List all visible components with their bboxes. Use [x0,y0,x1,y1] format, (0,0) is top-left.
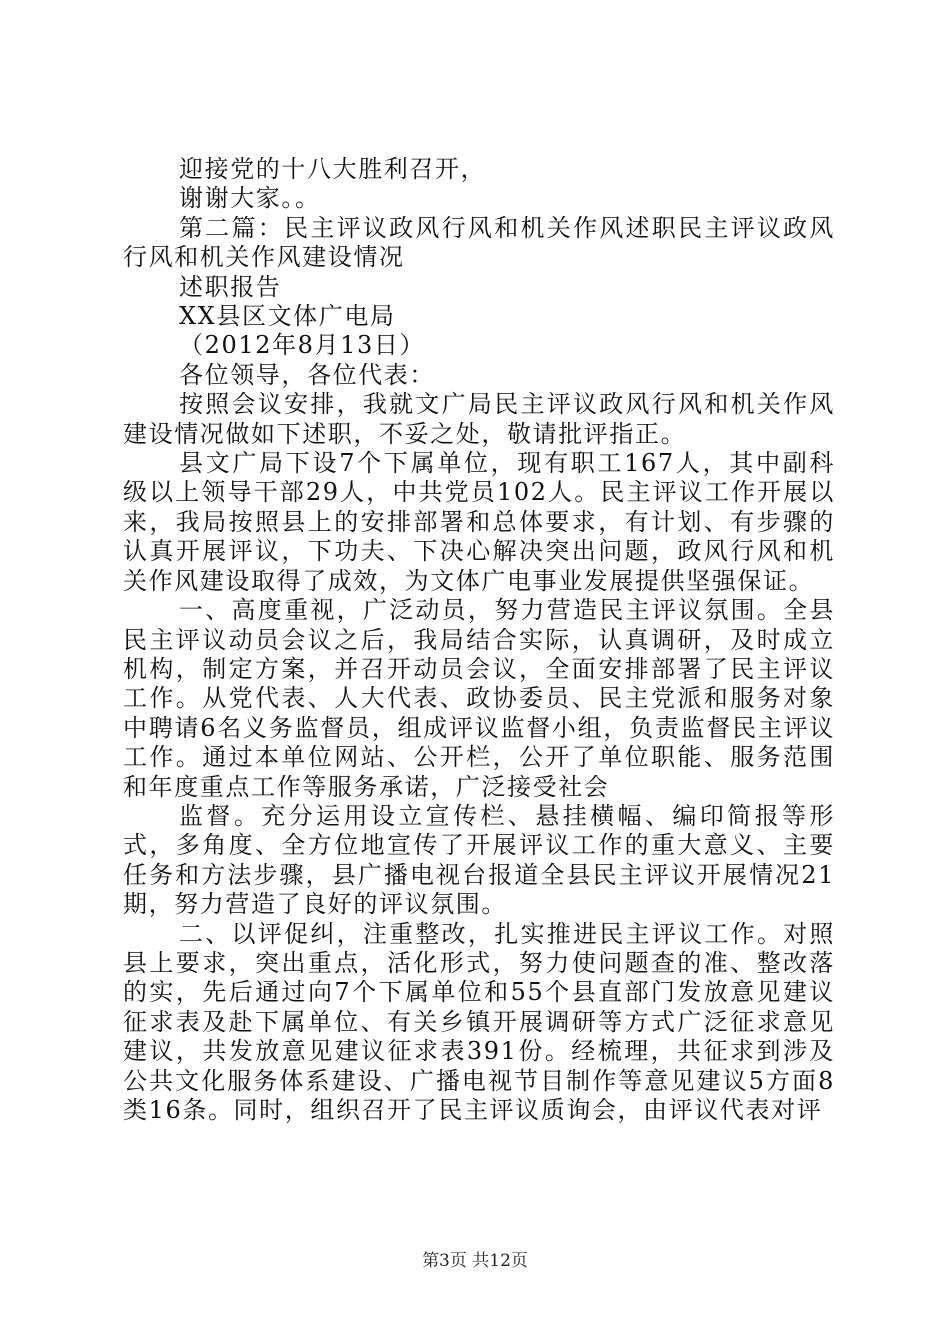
salutation: 各位领导，各位代表： [179,360,435,389]
paragraph: 迎接党的十八大胜利召开， [179,155,487,183]
paragraph: 谢谢大家。。 [179,184,321,213]
paragraph: 县文广局下设7个下属单位，现有职工167人，其中副科级以上领导干部29人，中共党员102人。民主评议工作开展以来，我局按照县上的安排部署和总体要求，有计划、有步骤的认真开展评议，下功夫、下决心解决突出问题，政风行风和机关作风建设取得了成效，为文体广电事业发展提供坚强保证。 [123,449,835,595]
paragraph: 按照会议安排，我就文广局民主评议政风行风和机关作风建设情况做如下述职，不妥之处，敬请批评指正。 [123,390,835,448]
page-number: 第3页 共12页 [422,1251,528,1271]
section-heading: 第二篇：民主评议政风行风和机关作风述职民主评议政风行风和机关作风建设情况 [123,213,835,272]
paragraph: 监督。充分运用设立宣传栏、悬挂横幅、编印简报等形式，多角度、全方位地宣传了开展评议工作的重大意义、主要任务和方法步骤，县广播电视台报道全县民主评议开展情况21期，努力营造了良好的评议氛围。 [123,801,835,919]
report-title: 述职报告 [179,272,282,301]
organization-name: XX县区文体广电局 [179,302,396,331]
paragraph: 一、高度重视，广泛动员，努力营造民主评议氛围。全县民主评议动员会议之后，我局结合实际，认真调研，及时成立机构，制定方案，并召开动员会议，全面安排部署了民主评议工作。从党代表、人大代表、政协委员、民主党派和服务对象中聘请6名义务监督员，组成评议监督小组，负责监督民主评议工作。通过本单位网站、公开栏，公开了单位职能、服务范围和年度重点工作等服务承诺，广泛接受社会 [123,596,835,801]
paragraph: 二、以评促纠，注重整改，扎实推进民主评议工作。对照县上要求，突出重点，活化形式，努力使问题查的准、整改落的实，先后通过向7个下属单位和55个县直部门发放意见建议征求表及赴下属单位、有关乡镇开展调研等方式广泛征求意见建议，共发放意见建议征求表391份。经梳理，共征求到涉及公共文化服务体系建设、广播电视节目制作等意见建议5方面8类16条。同时，组织召开了民主评议质询会，由评议代表对评 [123,919,835,1124]
report-date: （2012年8月13日） [179,331,426,360]
document-body [123,155,835,1125]
